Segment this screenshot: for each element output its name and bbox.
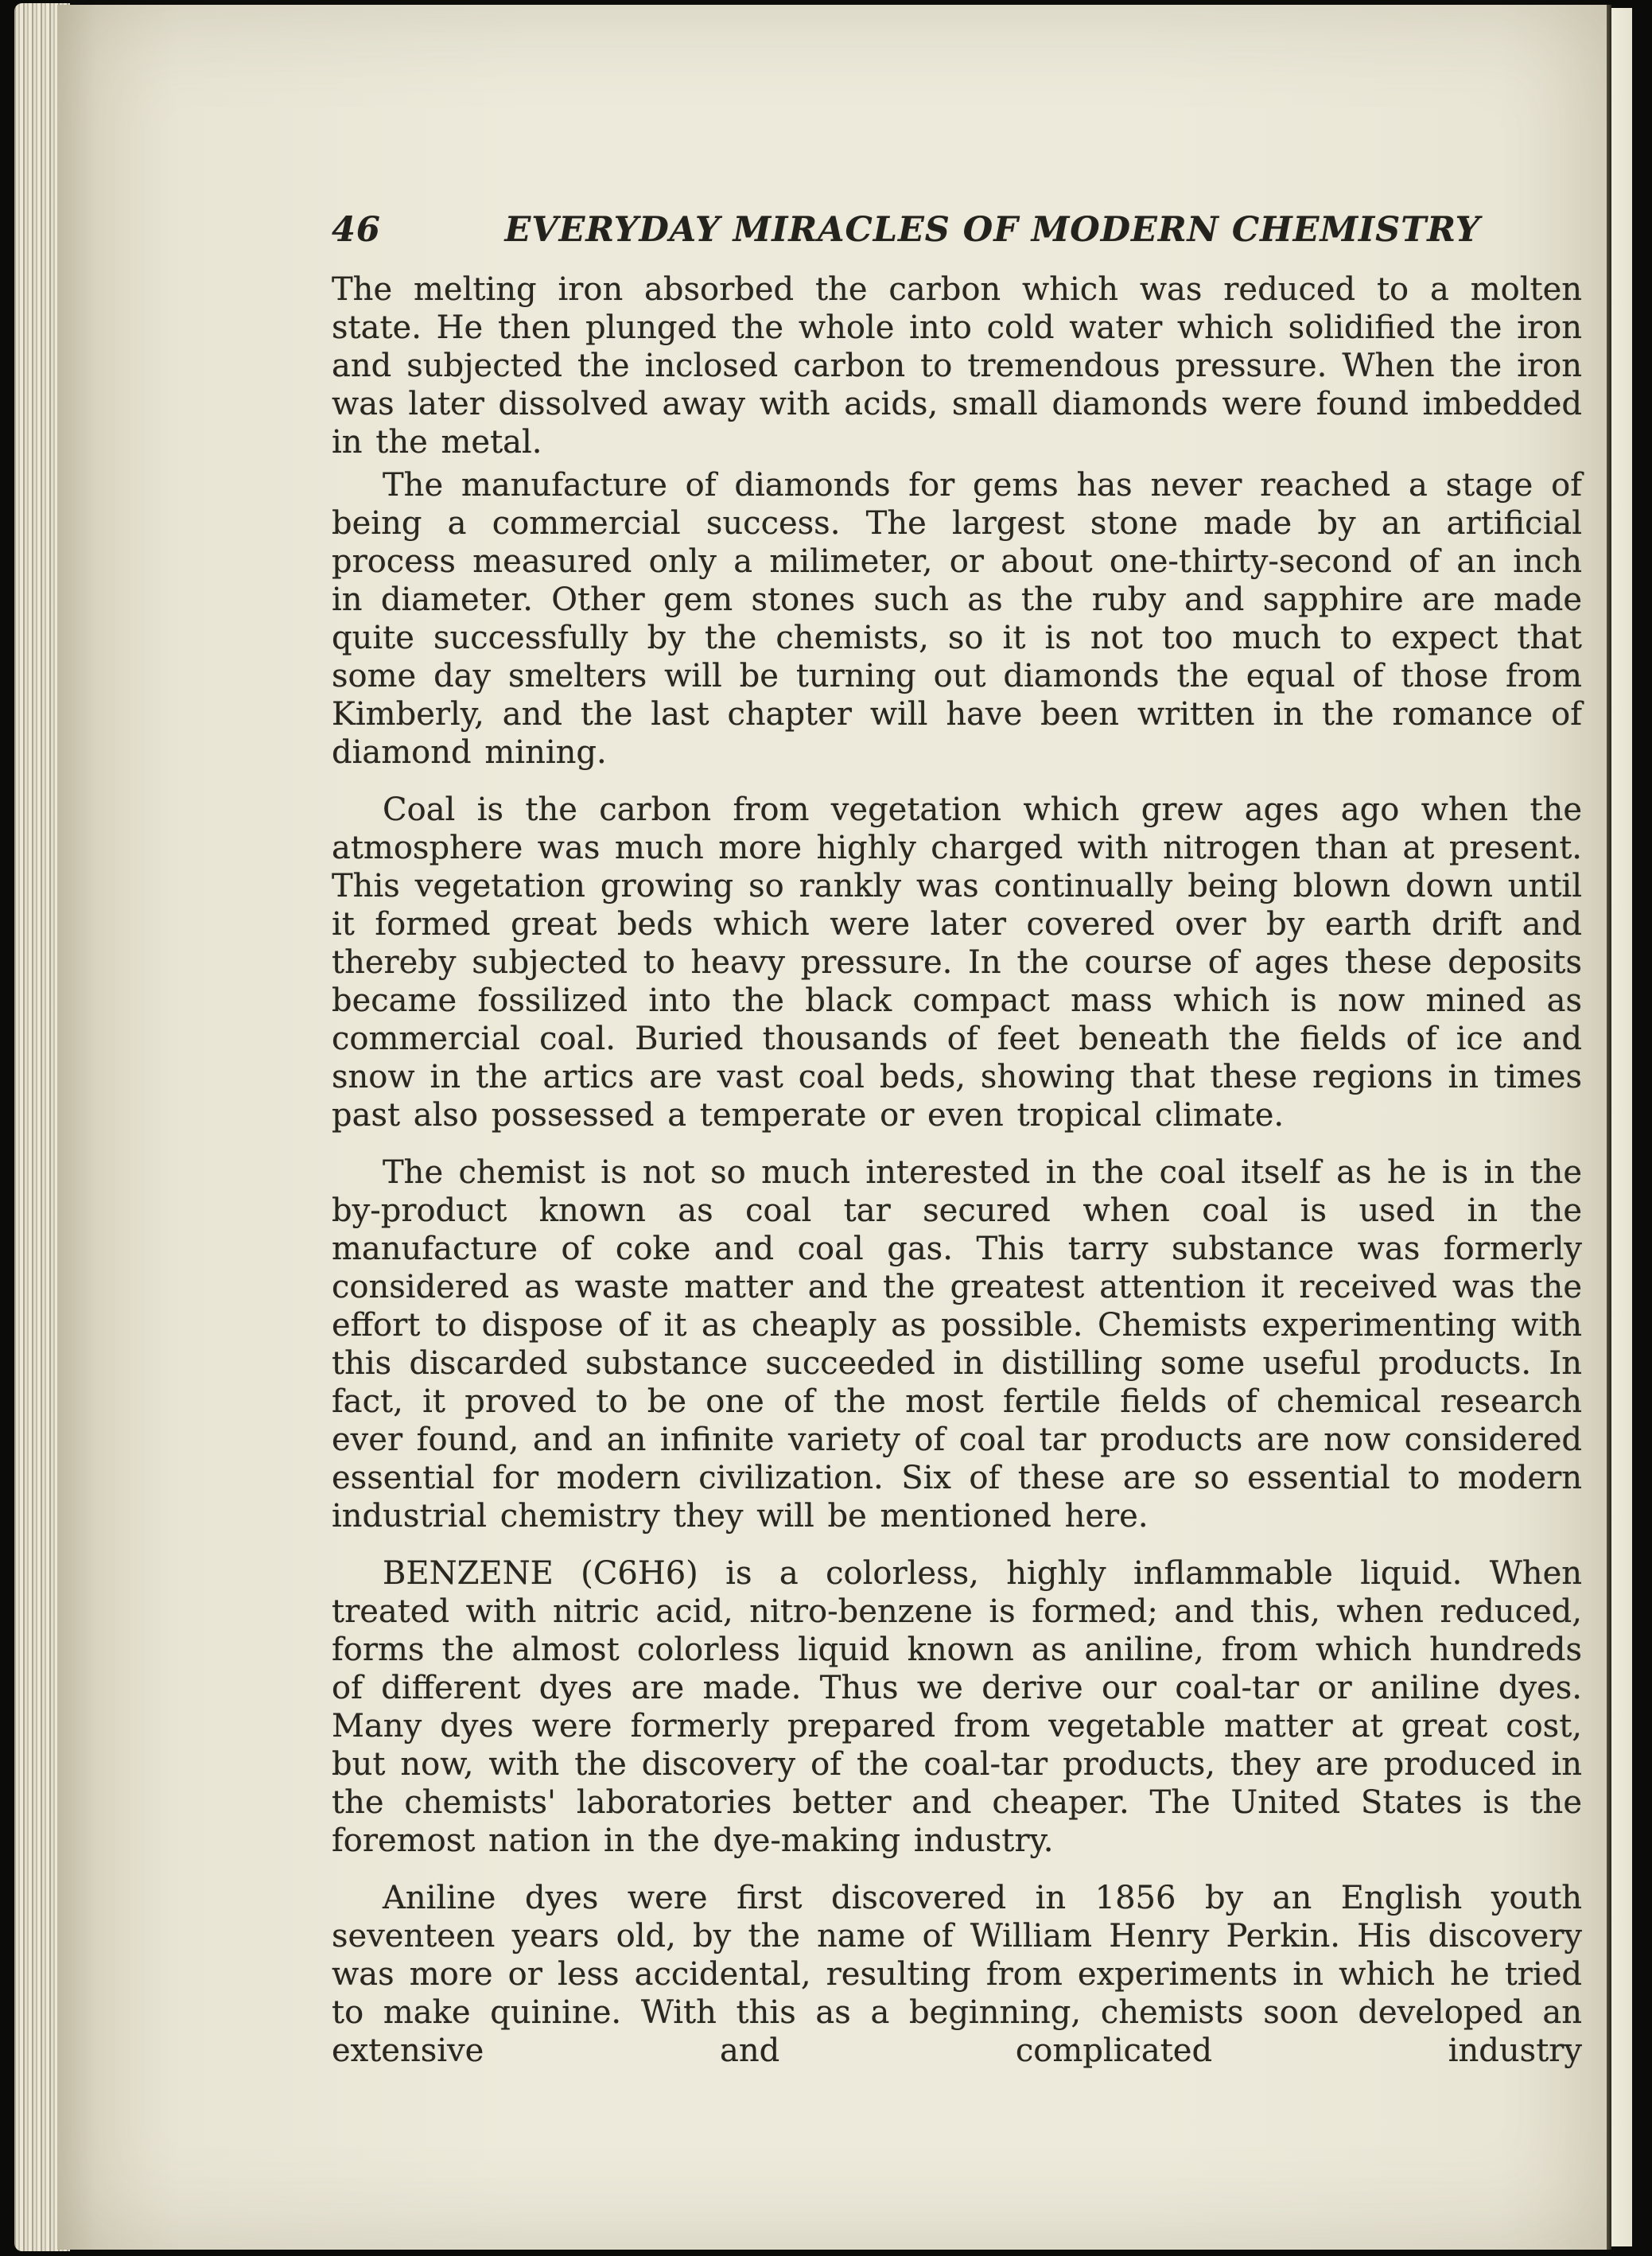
page-number: 46 [332, 210, 381, 250]
paragraph-coal-origin: Coal is the carbon from vegetation which grew ages ago when the atmosphere was much more highly charged with nitrogen than at present. This vegetation growing so rankly was continually being blown down until it formed great beds which were later covered over by earth drift and thereby subjected to heavy pressure. In the course of ages these deposits became fossilized into the black compact mass which is now mined as commercial coal. Buried thousands of feet beneath the fields of ice and snow in the artics are vast coal beds, showing that these regions in times past also possessed a temperate or even tropical climate. [332, 792, 1582, 1134]
book-page [57, 5, 1607, 2250]
paragraph-aniline-dyes: Aniline dyes were first discovered in 1856 by an English youth seventeen years old, by the name of William Henry Perkin. His discovery was more or less accidental, resulting from experiments in which he tried to make quinine. With this as a beginning, chemists soon developed an extensive and complicated industry [332, 1880, 1582, 2069]
page-header [332, 210, 1582, 250]
paragraph-melting-iron: The melting iron absorbed the carbon which was reduced to a molten state. He then plunged the whole into cold water which solidified the iron and subjected the inclosed carbon to tremendous pressure. When the iron was later dissolved away with acids, small diamonds were found imbedded in the metal. [332, 271, 1582, 461]
paragraph-diamond-manufacture: The manufacture of diamonds for gems has never reached a stage of being a commercial success. The largest stone made by an artificial process measured only a milimeter, or about one-thirty-second of an inch in diameter. Other gem stones such as the ruby and sapphire are made quite successfully by the chemists, so it is not too much to expect that some day smelters will be turning out diamonds the equal of those from Kimberly, and the last chapter will have been written in the romance of diamond mining. [332, 467, 1582, 771]
paragraph-benzene: BENZENE (C6H6) is a colorless, highly inflammable liquid. When treated with nitric acid, nitro-benzene is formed; and this, when reduced, forms the almost colorless liquid known as aniline, from which hundreds of different dyes are made. Thus we derive our coal-tar or aniline dyes. Many dyes were formerly prepared from vegetable matter at great cost, but now, with the discovery of the coal-tar products, they are produced in the chemists' laboratories better and cheaper. The United States is the foremost nation in the dye-making industry. [332, 1555, 1582, 1859]
page-content [332, 210, 1582, 2070]
paragraph-coal-tar: The chemist is not so much interested in the coal itself as he is in the by-product known as coal tar secured when coal is used in the manufacture of coke and coal gas. This tarry substance was formerly considered as waste matter and the greatest attention it received was the effort to dispose of it as cheaply as possible. Chemists experimenting with this discarded substance succeeded in distilling some useful products. In fact, it proved to be one of the most fertile fields of chemical research ever found, and an infinite variety of coal tar products are now considered essential for modern civilization. Six of these are so essential to modern industrial chemistry they will be mentioned here. [332, 1154, 1582, 1534]
running-title: EVERYDAY MIRACLES OF MODERN CHEMISTRY [504, 210, 1481, 250]
next-page-edge [1611, 8, 1632, 2246]
page-body [332, 270, 1582, 2070]
